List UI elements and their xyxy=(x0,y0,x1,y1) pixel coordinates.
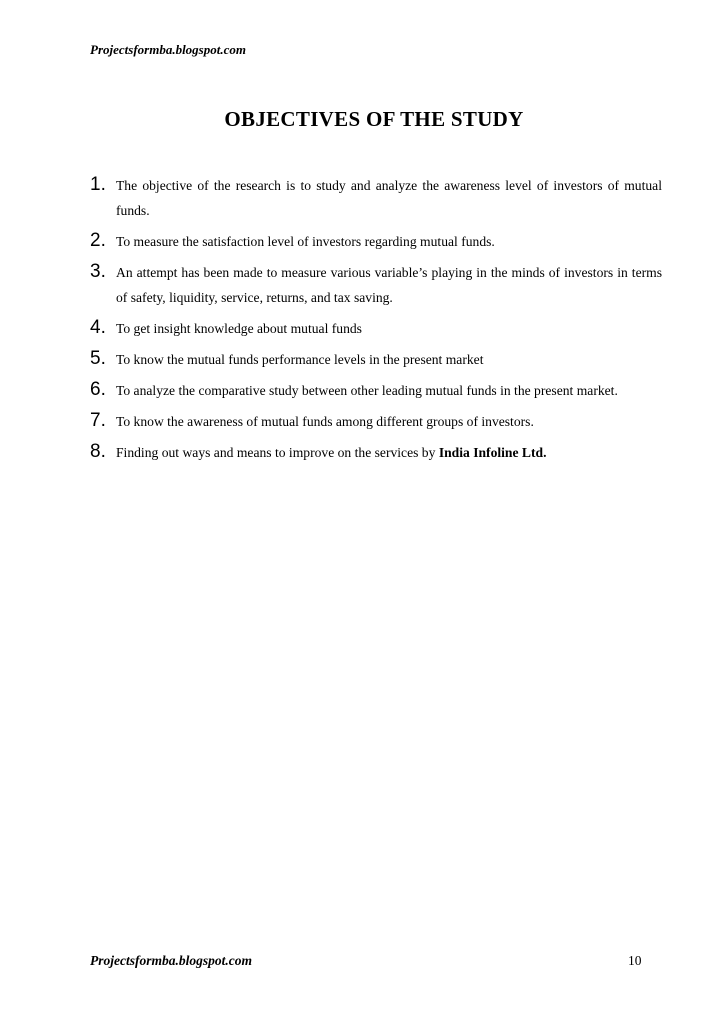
objective-number: 7. xyxy=(90,410,106,431)
objective-item xyxy=(90,410,662,434)
objective-item xyxy=(90,230,662,254)
objective-text xyxy=(116,173,662,223)
objective-text-body: To measure the satisfaction level of investors regarding mutual funds. xyxy=(116,234,495,249)
objective-item xyxy=(90,261,662,310)
objective-text xyxy=(116,409,662,434)
page-title: OBJECTIVES OF THE STUDY xyxy=(224,107,524,131)
objectives-list xyxy=(90,174,662,472)
objective-text-body: To know the awareness of mutual funds among different groups of investors. xyxy=(116,414,534,429)
objective-text-body: To analyze the comparative study between other leading mutual funds in the present market. xyxy=(116,383,618,398)
objective-text-body: An attempt has been made to measure various variable’s playing in the minds of investors in terms of safety, liquidity, service, returns, and tax saving. xyxy=(116,265,662,305)
objective-text-body: To know the mutual funds performance levels in the present market xyxy=(116,352,484,367)
objective-number: 8. xyxy=(90,441,106,462)
objective-number: 3. xyxy=(90,261,106,282)
objective-text-body: To get insight knowledge about mutual funds xyxy=(116,321,362,336)
objective-item xyxy=(90,441,662,465)
objective-text xyxy=(116,440,662,465)
footer-site-name: Projectsformba.blogspot.com xyxy=(90,953,252,968)
objective-text xyxy=(116,316,662,341)
objective-number: 2. xyxy=(90,230,106,251)
company-name: India Infoline Ltd. xyxy=(438,445,547,460)
objective-number: 4. xyxy=(90,317,106,338)
objective-text xyxy=(116,347,662,372)
objective-item xyxy=(90,174,662,223)
objective-text-body: Finding out ways and means to improve on the services by xyxy=(116,445,439,460)
objective-text xyxy=(116,260,662,310)
objective-number: 5. xyxy=(90,348,106,369)
page-number: 10 xyxy=(628,953,642,968)
objective-text xyxy=(116,229,662,254)
header-site-name: Projectsformba.blogspot.com xyxy=(90,42,246,57)
objective-item xyxy=(90,348,662,372)
objective-text xyxy=(116,378,662,403)
objective-number: 1. xyxy=(90,174,106,195)
objective-item xyxy=(90,379,662,403)
objective-text-body: The objective of the research is to study and analyze the awareness level of investors of mutual funds. xyxy=(116,178,662,218)
objective-item xyxy=(90,317,662,341)
objective-number: 6. xyxy=(90,379,106,400)
